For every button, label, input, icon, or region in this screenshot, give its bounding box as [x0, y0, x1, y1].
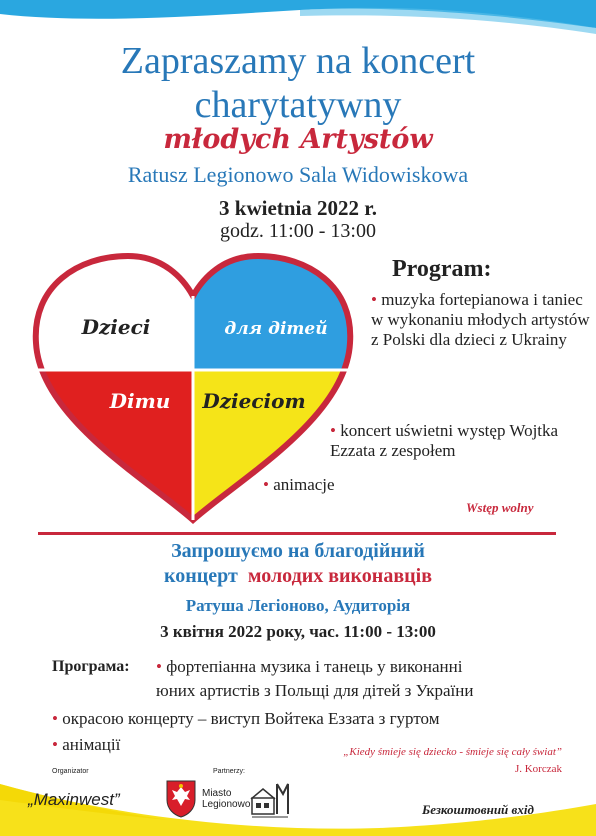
bullet-icon: • [330, 421, 341, 440]
korczak-quote: „Kiedy śmieje się dziecko - śmieje się cały świat” [343, 746, 562, 758]
organizer-name: „Maxinwest” [28, 790, 120, 809]
heart-word-top-left: Dzieci [81, 315, 151, 339]
quote-author: J. Korczak [514, 763, 562, 775]
title-line-2: charytatywny [194, 84, 402, 126]
ukrainian-program-item-2: • окрасою концерту – виступ Войтека Еззата з гуртом [52, 709, 440, 728]
program-item-1: • muzyka fortepianowa i taniec w wykonaniu młodych artystów z Polski dla dzieci z Ukrainy [371, 290, 590, 349]
event-date: 3 kwietnia 2022 r. [219, 196, 377, 220]
program-item-2: • koncert uświetni występ Wojtka Ezzata z zespołem [330, 421, 559, 460]
city-label: Miasto Legionowo [202, 788, 251, 810]
bullet-icon: • [52, 735, 63, 754]
event-time: godz. 11:00 - 13:00 [220, 220, 376, 242]
ukrainian-title-line-2: концерт молодих виконавців [163, 565, 433, 587]
partners-label: Partnerzy: [213, 768, 245, 775]
legionowo-crest-icon [164, 778, 198, 818]
program-title: Program: [392, 256, 492, 282]
ukrainian-program-item-3: • анімації [52, 735, 121, 754]
section-divider [38, 532, 556, 535]
bullet-icon: • [52, 709, 63, 728]
program-item-3: • animacje [263, 475, 335, 494]
ukrainian-date: 3 квітня 2022 року, час. 11:00 - 13:00 [160, 622, 436, 641]
title-line-1: Zapraszamy na koncert [120, 40, 476, 82]
ukrainian-venue: Ратуша Легіоново, Аудиторія [185, 596, 411, 615]
heart-word-bottom-left: Dimu [109, 389, 171, 413]
subtitle: młodych Artystów [163, 124, 433, 155]
ukrainian-title-line-1: Запрошуємо на благодійний [171, 540, 425, 562]
free-entry-polish: Wstęp wolny [466, 500, 534, 515]
organizer-label: Organizator [52, 768, 89, 775]
bullet-icon: • [371, 290, 382, 309]
heart-word-bottom-right: Dzieciom [202, 389, 306, 413]
ukrainian-program-item-1: • фортепіанна музика і танець у виконанні [156, 657, 463, 676]
ukrainian-program-label: Програма: [52, 658, 130, 675]
bullet-icon: • [156, 657, 167, 676]
bullet-icon: • [263, 475, 274, 494]
heart-word-top-right: для дітей [224, 319, 328, 339]
partner-building-logo-icon [250, 780, 290, 820]
ukrainian-program-item-1-line-2: юних артистів з Польщі для дітей з України [156, 681, 474, 700]
venue: Ratusz Legionowo Sala Widowiskowa [127, 162, 469, 187]
free-entry-ukrainian: Безкоштовний вхід [422, 802, 534, 817]
